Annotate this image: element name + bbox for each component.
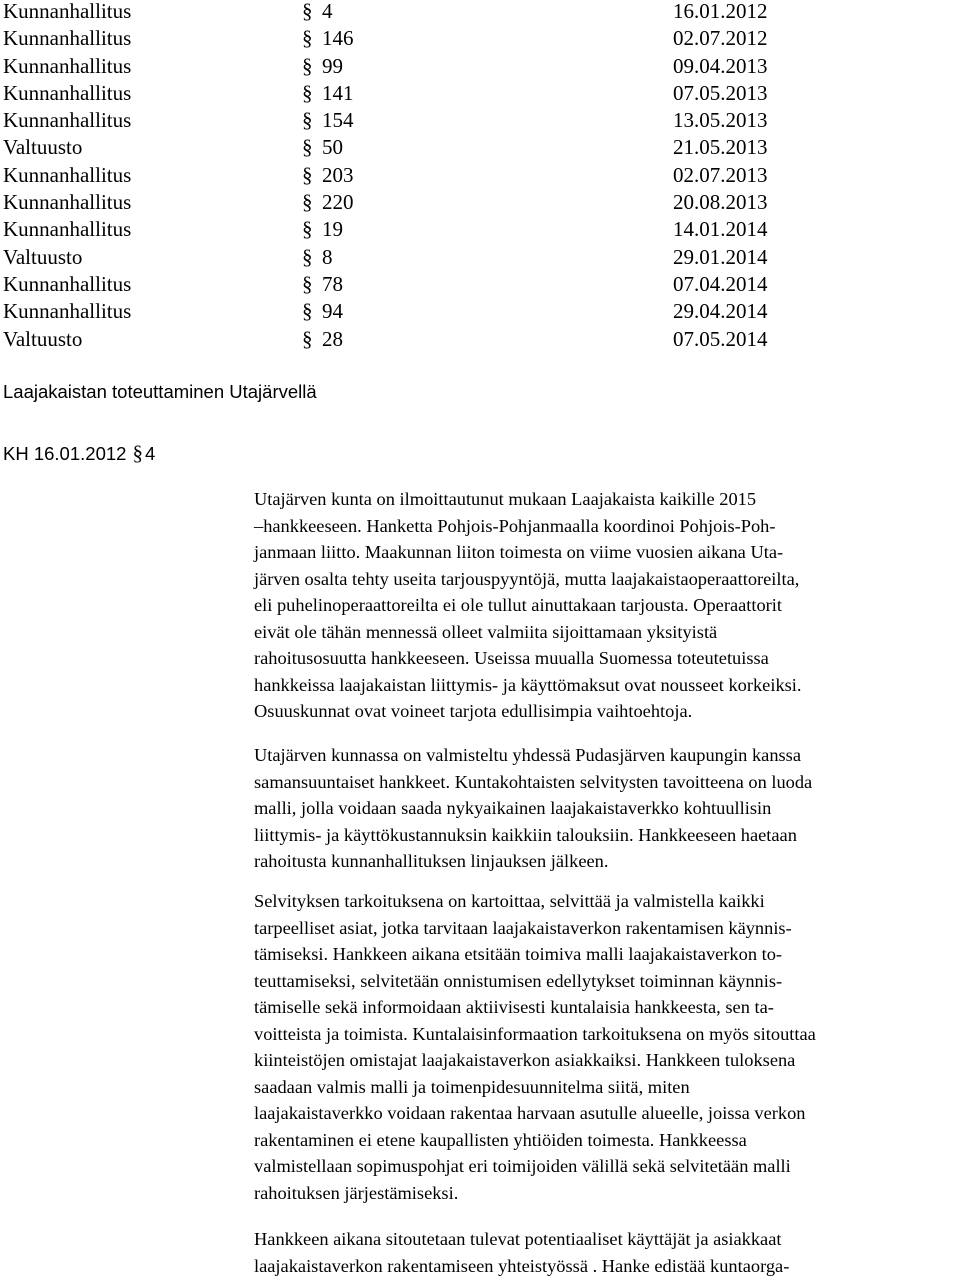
paragraph-line: Hankkeen aikana sitoutetaan tulevat potentiaaliset käyttäjät ja asiakkaat bbox=[254, 1229, 782, 1249]
meeting-section-number: § 78 bbox=[322, 273, 343, 296]
paragraph-line: samansuuntaiset hankkeet. Kuntakohtaisten selvitysten tavoitteena on luoda bbox=[254, 771, 813, 792]
meeting-row bbox=[3, 191, 803, 218]
paragraph-line: hankkeissa laajakaistan liittymis- ja käyttömaksut ovat nousseet korkeiksi. bbox=[254, 674, 802, 695]
meeting-date: 14.01.2014 bbox=[673, 217, 768, 242]
paragraph-line: kiinteistöjen omistajat laajakaistaverkon asiakkaiksi. Hankkeen tuloksena bbox=[254, 1050, 796, 1070]
meeting-section-number: § 28 bbox=[322, 328, 343, 351]
paragraph-line: rakentaminen ei etene kaupallisten yhtiöiden toimesta. Hankkeessa bbox=[254, 1129, 747, 1150]
paragraph bbox=[254, 486, 960, 725]
meeting-section-number: § 154 bbox=[322, 109, 354, 132]
reference-number: 4 bbox=[144, 443, 156, 464]
paragraph-line: malli, jolla voidaan saada nykyaikainen laajakaistaverkko kohtuullisin bbox=[254, 798, 772, 818]
meeting-row bbox=[3, 273, 803, 300]
meeting-body: Kunnanhallitus bbox=[3, 0, 132, 23]
paragraph-line: Utajärven kunta on ilmoittautunut mukaan Laajakaista kaikille 2015 bbox=[254, 489, 757, 509]
meeting-row bbox=[3, 27, 803, 54]
meeting-section-number: § 50 bbox=[322, 136, 343, 159]
paragraph-line: eivät ole tähän mennessä olleet valmiita sijoittamaan yksityistä bbox=[254, 621, 718, 642]
meeting-body: Valtuusto bbox=[3, 326, 83, 351]
meeting-date: 20.08.2013 bbox=[673, 190, 768, 215]
paragraph-line: Utajärven kunnassa on valmisteltu yhdessä Pudasjärven kaupungin kanssa bbox=[254, 745, 802, 765]
reference-prefix: KH 16.01.2012 bbox=[3, 443, 127, 464]
paragraph-line: rahoitusosuutta hankkeeseen. Useissa muualla Suomessa toteutetuissa bbox=[254, 648, 769, 668]
paragraph-line: järven osalta tehty useita tarjouspyyntöjä, mutta laajakaistaoperaattoreilta, bbox=[254, 568, 800, 589]
meeting-date: 09.04.2013 bbox=[673, 53, 768, 78]
meeting-date: 21.05.2013 bbox=[673, 135, 768, 160]
meeting-date: 07.04.2014 bbox=[673, 271, 768, 296]
paragraph-line: tämiselle sekä informoidaan aktiivisesti kuntalaisia hankkeesta, sen ta- bbox=[254, 997, 774, 1017]
meeting-row bbox=[3, 300, 803, 327]
meeting-body: Kunnanhallitus bbox=[3, 299, 132, 324]
meeting-body: Kunnanhallitus bbox=[3, 162, 132, 187]
meeting-row bbox=[3, 0, 803, 27]
paragraph-line: rahoitusta kunnanhallituksen linjauksen jälkeen. bbox=[254, 851, 609, 871]
page-heading: Laajakaistan toteuttaminen Utajärvellä bbox=[3, 381, 317, 402]
meeting-body: Valtuusto bbox=[3, 244, 83, 269]
meeting-section-number: § 141 bbox=[322, 82, 354, 105]
meeting-section-number: § 8 bbox=[322, 246, 333, 269]
meeting-body: Kunnanhallitus bbox=[3, 26, 132, 51]
meeting-body: Kunnanhallitus bbox=[3, 80, 132, 105]
paragraph-line: valmistellaan sopimuspohjat eri toimijoiden välillä sekä selvitetään malli bbox=[254, 1156, 791, 1176]
meeting-section-number: § 4 bbox=[322, 0, 333, 23]
meeting-date: 16.01.2012 bbox=[673, 0, 768, 23]
meeting-body: Valtuusto bbox=[3, 135, 83, 160]
paragraph-line: laajakaistaverkko voidaan rakentaa harvaan asutulle alueelle, joissa verkon bbox=[254, 1103, 806, 1123]
meeting-row bbox=[3, 55, 803, 82]
paragraph-line: saadaan valmis malli ja toimenpidesuunnitelma siitä, miten bbox=[254, 1076, 690, 1097]
meeting-section-number: § 203 bbox=[322, 164, 354, 187]
meeting-date: 02.07.2013 bbox=[673, 162, 768, 187]
section-sign: § bbox=[132, 441, 143, 465]
paragraph-line: rahoituksen järjestämiseksi. bbox=[254, 1182, 459, 1203]
meeting-row bbox=[3, 218, 803, 245]
meeting-row bbox=[3, 246, 803, 273]
meeting-date: 29.01.2014 bbox=[673, 244, 768, 269]
paragraph-line: eli puhelinoperaattoreilta ei ole tullut ainuttakaan tarjousta. Operaattorit bbox=[254, 595, 783, 615]
paragraph-line: voitteista ja toimista. Kuntalaisinformaation tarkoituksena on myös sitouttaa bbox=[254, 1023, 816, 1044]
paragraph-line: Osuuskunnat ovat voineet tarjota edullisimpia vaihtoehtoja. bbox=[254, 701, 693, 721]
meeting-date: 07.05.2013 bbox=[673, 80, 768, 105]
meeting-date: 13.05.2013 bbox=[673, 108, 768, 133]
paragraph-line: janmaan liitto. Maakunnan liiton toimesta on viime vuosien aikana Uta- bbox=[254, 542, 784, 562]
meeting-history-list bbox=[3, 0, 803, 355]
paragraph bbox=[254, 1226, 960, 1279]
meeting-body: Kunnanhallitus bbox=[3, 271, 132, 296]
paragraph-line: Selvityksen tarkoituksena on kartoittaa, selvittää ja valmistella kaikki bbox=[254, 891, 765, 911]
meeting-date: 07.05.2014 bbox=[673, 326, 768, 351]
meeting-row bbox=[3, 136, 803, 163]
meeting-row bbox=[3, 82, 803, 109]
meeting-row bbox=[3, 109, 803, 136]
meeting-section-number: § 146 bbox=[322, 27, 354, 50]
paragraph-line: tarpeelliset asiat, jotka tarvitaan laajakaistaverkon rakentamisen käynnis- bbox=[254, 917, 792, 938]
meeting-section-number: § 220 bbox=[322, 191, 354, 214]
paragraph-line: tämiseksi. Hankkeen aikana etsitään toimiva malli laajakaistaverkon to- bbox=[254, 944, 783, 964]
meeting-body: Kunnanhallitus bbox=[3, 217, 132, 242]
meeting-row bbox=[3, 164, 803, 191]
meeting-date: 29.04.2014 bbox=[673, 299, 768, 324]
meeting-body: Kunnanhallitus bbox=[3, 53, 132, 78]
paragraph-line: laajakaistaverkon rakentamiseen yhteistyössä . Hanke edistää kuntaorga- bbox=[254, 1255, 790, 1276]
paragraph-line: liittymis- ja käyttökustannuksin kaikkiin talouksiin. Hankkeeseen haetaan bbox=[254, 824, 797, 845]
meeting-section-number: § 19 bbox=[322, 218, 343, 241]
meeting-body: Kunnanhallitus bbox=[3, 190, 132, 215]
meeting-row bbox=[3, 328, 803, 355]
paragraph-line: teuttamiseksi, selvitetään onnistumisen edellytykset toiminnan käynnis- bbox=[254, 970, 783, 991]
meeting-section-number: § 99 bbox=[322, 55, 343, 78]
paragraph bbox=[254, 742, 960, 875]
meeting-date: 02.07.2012 bbox=[673, 26, 768, 51]
meeting-section-number: § 94 bbox=[322, 300, 343, 323]
meeting-body: Kunnanhallitus bbox=[3, 108, 132, 133]
meeting-reference bbox=[3, 441, 155, 466]
paragraph-line: –hankkeeseen. Hanketta Pohjois-Pohjanmaalla koordinoi Pohjois-Poh- bbox=[254, 515, 776, 536]
paragraph bbox=[254, 888, 960, 1206]
